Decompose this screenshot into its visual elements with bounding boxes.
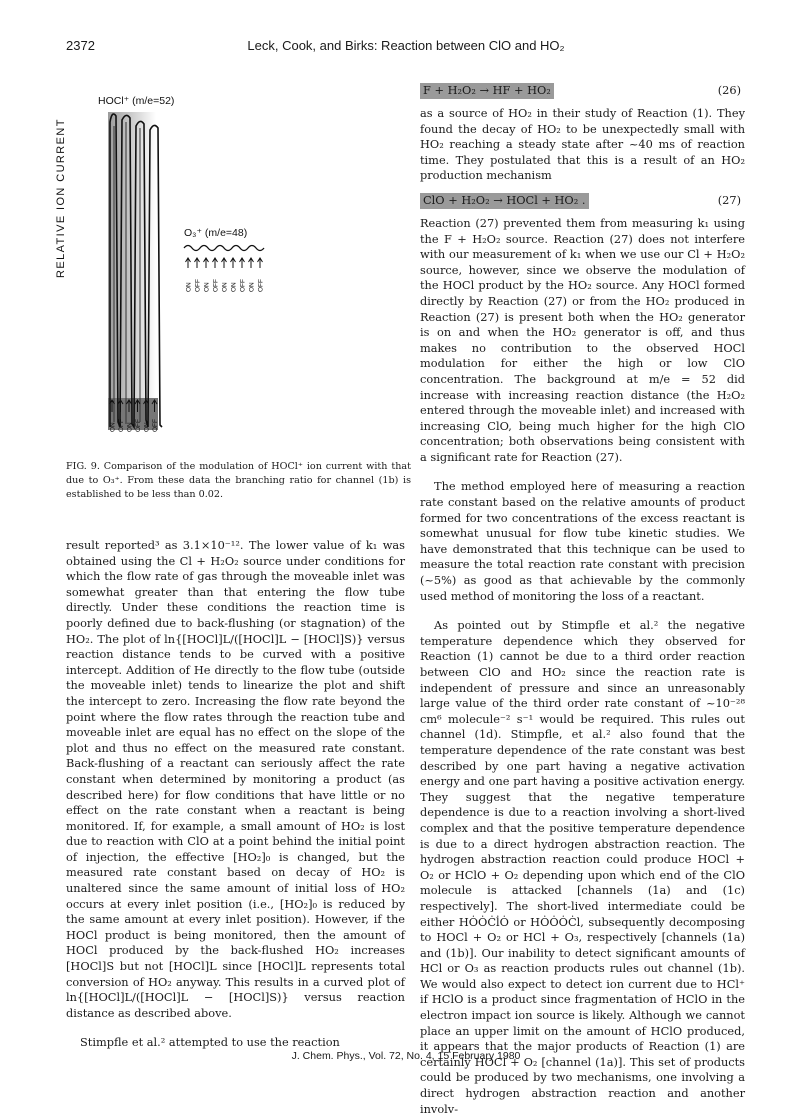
figure-plot — [55, 82, 410, 434]
o3-label: O₃⁺ (m/e=48) — [184, 227, 248, 239]
marker-label: ON — [185, 282, 193, 292]
left-column — [66, 538, 405, 1051]
equation-number: (27) — [717, 193, 741, 208]
paragraph: as a source of HO₂ in their study of Reaction (1). They found the decay of HO₂ to be unexpectedly small with HO₂ reaching a steady state after ~40 ms of reaction time. They postulated that this is a result of an HO₂ production mechanism — [420, 106, 745, 183]
paragraph: result reported³ as 3.1×10⁻¹². The lower value of k₁ was obtained using the Cl + H₂O₂ source under conditions for which the flow rate of gas through the moveable inlet was somewhat greater than that entering the flow tube directly. Under these conditions the reaction time is poorly defined due to back-flushing (or stagnation) of the HO₂. The plot of ln{[HOCl]L/([HOCl]L − [HOCl]S)} versus reaction distance tends to be curved with a positive intercept. Addition of He directly to the flow tube (outside the moveable inlet) tends to linearize the plot and shift the intercept to zero. Increasing the flow rate beyond the point where the flow rates through the reaction tube and moveable inlet are equal has no effect on the slope of the plot and thus no effect on the measured rate constant. Back-flushing of a reactant can seriously affect the rate constant when determined by monitoring a product (as described here) for flow conditions that have little or no effect on the rate constant when a reactant is being monitored. If, for example, a small amount of HO₂ is lost due to reaction with ClO at a point behind the initial point of injection, the effective [HO₂]₀ is changed, but the measured rate constant based on decay of HO₂ is unaltered since the same amount of initial loss of HO₂ occurs at every inlet position (i.e., [HO₂]₀ is reduced by the same amount at every inlet position). However, if the HOCl product is being monitored, then the amount of HOCl produced by the back-flushed HO₂ increases [HOCl]S but not [HOCl]L since [HOCl]L represents total conversion of HO₂ anyway. This results in a curved plot of ln{[HOCl]L/([HOCl]L − [HOCl]S)} versus reaction distance as described above. — [66, 538, 405, 1020]
paragraph: The method employed here of measuring a reaction rate constant based on the relative amounts of product formed for two concentrations of the excess reactant is somewhat unusual for flow tube kinetic studies. We have demonstrated that this technique can be used to measure the total reaction rate constant with precision (~5%) as good as that achievable by the commonly used method of monitoring the loss of a reactant. — [420, 479, 745, 603]
o3-trace — [184, 246, 264, 251]
marker-label: ON — [221, 282, 229, 292]
equation-number: (26) — [717, 83, 741, 98]
equation-26 — [420, 82, 745, 100]
hocl-label: HOCl⁺ (m/e=52) — [98, 95, 175, 107]
marker-label: ON — [203, 282, 211, 292]
marker-label: OFF — [118, 419, 125, 432]
paragraph: Stimpfle et al.² attempted to use the reaction — [80, 1035, 340, 1050]
equation-27 — [420, 192, 745, 210]
right-column — [420, 82, 745, 1117]
y-axis-label: RELATIVE ION CURRENT — [55, 118, 67, 278]
page-number: 2372 — [66, 38, 95, 53]
marker-label: OFF — [194, 279, 202, 292]
marker-label: ON — [109, 422, 117, 432]
marker-label: OFF — [239, 279, 247, 292]
caption-text: FIG. 9. Comparison of the modulation of HOCl⁺ ion current with that due to O₃⁺. From these data the branching ratio for channel (1b) is established to be less than 0.02. — [66, 461, 411, 500]
paragraph: Reaction (27) prevented them from measuring k₁ using the F + H₂O₂ source. Reaction (27) does not interfere with our measurement of k₁ when we use our Cl + H₂O₂ source, however, since we observe the modulation of the HOCl product by the HO₂ source. Any HOCl formed directly by Reaction (27) or from the HO₂ produced in Reaction (27) is present both when the HO₂ generator is on and when the HO₂ generator is off, and thus makes no contribution to the observed HOCl modulation for either the high or low ClO concentration. The background at m/e = 52 did increase with increasing reaction distance (the H₂O₂ entered through the moveable inlet) and increased with increasing ClO, being much higher for the high ClO concentration; both observations being consistent with a significant rate for Reaction (27). — [420, 215, 745, 464]
running-title: Leck, Cook, and Birks: Reaction between ClO and HO₂ — [247, 38, 565, 53]
marker-label: OFF — [152, 419, 159, 432]
figure-9 — [55, 82, 410, 434]
journal-footer: J. Chem. Phys., Vol. 72, No. 4, 15 February 1980 — [291, 1050, 521, 1062]
marker-label: OFF — [135, 419, 142, 432]
marker-label: OFF — [212, 279, 220, 292]
figure-caption — [66, 460, 411, 501]
marker-label: ON — [126, 422, 134, 432]
marker-label: ON — [248, 282, 256, 292]
o3-marker-group — [186, 258, 265, 292]
equation-text: F + H₂O₂ → HF + HO₂ — [420, 83, 554, 99]
marker-label: ON — [143, 422, 151, 432]
equation-text: ClO + H₂O₂ → HOCl + HO₂ . — [420, 193, 589, 209]
marker-label: ON — [230, 282, 238, 292]
paragraph: As pointed out by Stimpfle et al.² the negative temperature dependence which they observed for Reaction (1) cannot be due to a third order reaction between ClO and HO₂ since the reaction rate is independent of pressure and since an unreasonably large value of the third order rate constant of ~10⁻²⁸ cm⁶ molecule⁻² s⁻¹ would be required. This rules out channel (1d). Stimpfle, et al.² also found that the temperature dependence of the rate constant was best described by one part having a negative activation energy and one part having a positive activation energy. They suggest that the negative temperature dependence is due to a reaction involving a short-lived complex and that the positive temperature dependence is due to a direct hydrogen abstraction reaction. The hydrogen abstraction reaction could produce HOCl + O₂ or HClO + O₂ depending upon which end of the ClO molecule is attacked [channels (1a) and (1c) respectively]. The short-lived intermediate could be either HȮȮĊl̇Ȯ or HȮȮȮĊl, subsequently decomposing to HOCl + O₂ or HCl + O₃, respectively [channels (1a) and (1b)]. Our inability to detect significant amounts of HCl or O₃ as reaction products rules out channel (1b). We would also expect to detect ion current due to HCl⁺ if HClO is a product since fragmentation of HClO in the electron impact ion source is likely. Although we cannot place an upper limit on the amount of HClO produced, it appears that the major products of Reaction (1) are certainly HOCl + O₂ [channel (1a)]. This set of products could be produced by two mechanisms, one involving a direct hydrogen abstraction reaction and another involv- — [420, 618, 745, 1116]
marker-label: OFF — [257, 279, 265, 292]
